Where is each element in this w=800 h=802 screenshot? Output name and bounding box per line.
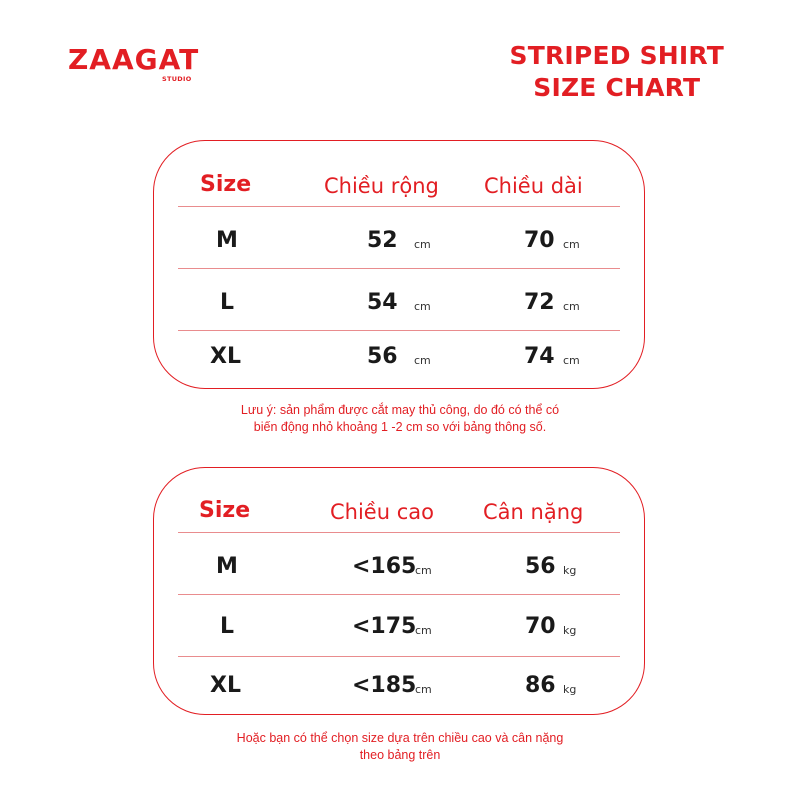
page-title xyxy=(510,40,724,104)
table-header-row xyxy=(178,144,620,207)
table-row xyxy=(178,532,620,595)
table-row xyxy=(178,206,620,269)
weight-unit: kg xyxy=(563,624,577,637)
width-value: 52 xyxy=(367,228,398,253)
table-row xyxy=(178,656,620,718)
header-height: Chiều cao xyxy=(330,500,434,524)
table2-note xyxy=(0,730,800,764)
length-value: 72 xyxy=(524,290,555,315)
table1-note xyxy=(0,402,800,436)
note-line-2: theo bảng trên xyxy=(359,748,441,762)
header-size: Size xyxy=(200,172,252,197)
brand-name: ZAAGAT xyxy=(68,43,200,76)
height-weight-table xyxy=(153,467,645,715)
table-row xyxy=(178,330,620,392)
height-unit: cm xyxy=(415,683,432,696)
width-unit: cm xyxy=(414,238,431,251)
table-row xyxy=(178,268,620,331)
width-value: 56 xyxy=(367,344,398,369)
width-value: 54 xyxy=(367,290,398,315)
brand-sub: STUDIO xyxy=(162,75,192,83)
weight-value: 70 xyxy=(525,614,556,639)
header-weight: Cân nặng xyxy=(483,500,584,524)
width-unit: cm xyxy=(414,300,431,313)
size-cell: XL xyxy=(210,344,241,369)
width-unit: cm xyxy=(414,354,431,367)
weight-value: 86 xyxy=(525,673,556,698)
size-cell: XL xyxy=(210,673,241,698)
header-width: Chiều rộng xyxy=(324,174,439,198)
note-line-2: biến động nhỏ khoảng 1 -2 cm so với bảng thông số. xyxy=(253,420,547,434)
brand-logo xyxy=(68,44,238,88)
title-line-1: STRIPED SHIRT xyxy=(509,41,724,70)
height-unit: cm xyxy=(415,624,432,637)
length-value: 74 xyxy=(524,344,555,369)
weight-unit: kg xyxy=(563,564,577,577)
note-line-1: Hoặc bạn có thể chọn size dựa trên chiều cao và cân nặng xyxy=(236,731,564,745)
length-unit: cm xyxy=(563,238,580,251)
length-unit: cm xyxy=(563,300,580,313)
size-cell: M xyxy=(216,554,238,579)
title-line-2: SIZE CHART xyxy=(533,73,701,102)
weight-value: 56 xyxy=(525,554,556,579)
length-value: 70 xyxy=(524,228,555,253)
header-size: Size xyxy=(199,498,251,523)
size-cell: L xyxy=(220,290,235,315)
height-value: <185 xyxy=(352,673,417,698)
measurement-table xyxy=(153,140,645,389)
height-value: <175 xyxy=(352,614,417,639)
size-cell: L xyxy=(220,614,235,639)
header-length: Chiều dài xyxy=(484,174,583,198)
size-cell: M xyxy=(216,228,238,253)
table-row xyxy=(178,594,620,657)
length-unit: cm xyxy=(563,354,580,367)
weight-unit: kg xyxy=(563,683,577,696)
height-unit: cm xyxy=(415,564,432,577)
height-value: <165 xyxy=(352,554,417,579)
table-header-row xyxy=(178,470,620,533)
note-line-1: Lưu ý: sản phẩm được cắt may thủ công, do đó có thể có xyxy=(240,403,560,417)
